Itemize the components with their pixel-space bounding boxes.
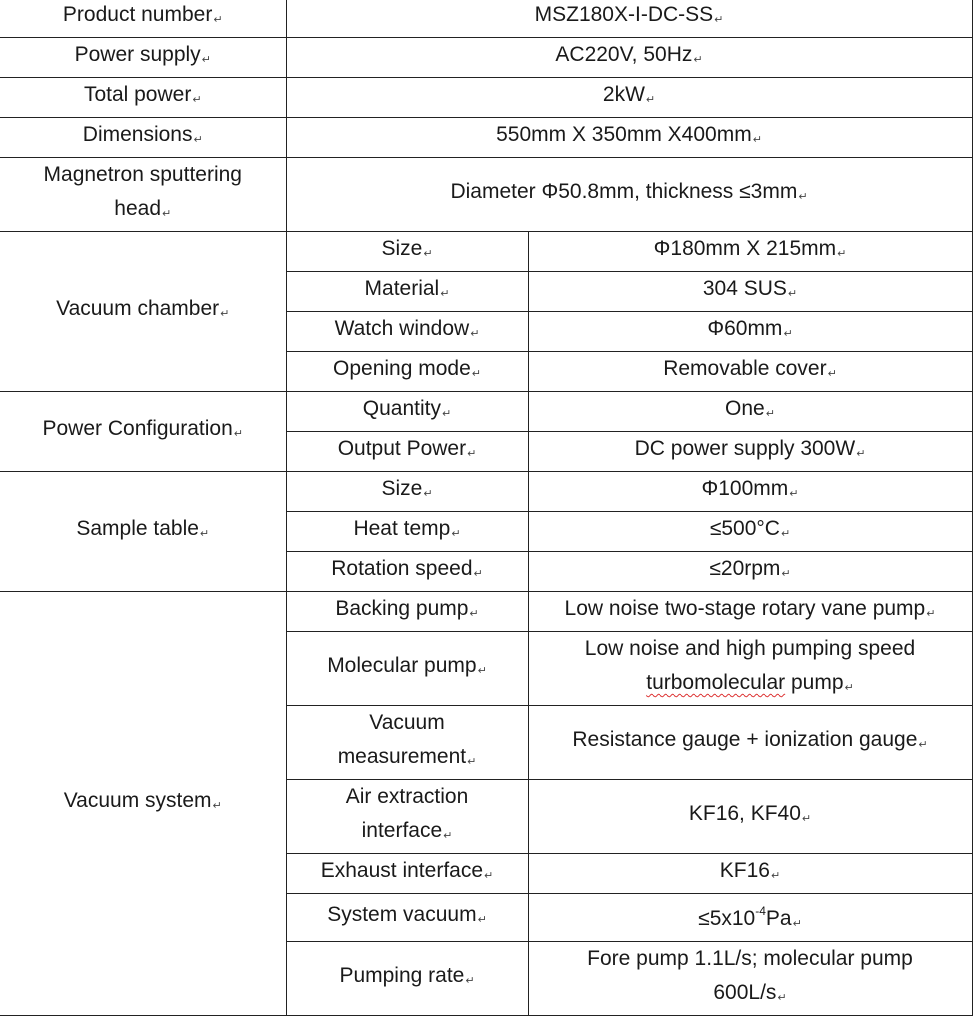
- value-total-power: 2kW ↵: [286, 78, 972, 118]
- table-row: [0, 392, 972, 432]
- label-exhaust-interface: Exhaust interface ↵: [286, 854, 528, 894]
- label-opening-mode: Opening mode ↵: [286, 352, 528, 392]
- value-dimensions: 550mm X 350mm X400mm ↵: [286, 118, 972, 158]
- value-exhaust-interface: KF16 ↵: [528, 854, 972, 894]
- table-row: [0, 158, 972, 232]
- value-opening-mode: Removable cover ↵: [528, 352, 972, 392]
- label-sample-size: Size ↵: [286, 472, 528, 512]
- group-vacuum-chamber: Vacuum chamber ↵: [0, 232, 286, 392]
- label-air-extraction: Air extraction interface ↵: [286, 780, 528, 854]
- label-rotation-speed: Rotation speed ↵: [286, 552, 528, 592]
- label-magnetron-head: Magnetron sputtering head ↵: [0, 158, 286, 232]
- table-row: [0, 592, 972, 632]
- value-sample-size: Φ100mm ↵: [528, 472, 972, 512]
- label-watch-window: Watch window ↵: [286, 312, 528, 352]
- label-total-power: Total power ↵: [0, 78, 286, 118]
- value-magnetron-head: Diameter Φ50.8mm, thickness ≤3mm ↵: [286, 158, 972, 232]
- value-quantity: One ↵: [528, 392, 972, 432]
- label-dimensions: Dimensions ↵: [0, 118, 286, 158]
- value-air-extraction: KF16, KF40 ↵: [528, 780, 972, 854]
- value-power-supply: AC220V, 50Hz ↵: [286, 38, 972, 78]
- table-row: [0, 232, 972, 272]
- group-vacuum-system: Vacuum system ↵: [0, 592, 286, 1016]
- table-row: [0, 0, 972, 38]
- value-system-vacuum: $\le 5x10^{-4}Pa$ ↵: [528, 894, 972, 942]
- label-material: Material ↵: [286, 272, 528, 312]
- label-product-number: Product number ↵: [0, 0, 286, 38]
- value-pumping-rate: Fore pump 1.1L/s; molecular pump 600L/s ↵: [528, 942, 972, 1016]
- label-power-supply: Power supply ↵: [0, 38, 286, 78]
- label-quantity: Quantity ↵: [286, 392, 528, 432]
- label-system-vacuum: System vacuum ↵: [286, 894, 528, 942]
- group-power-configuration: Power Configuration ↵: [0, 392, 286, 472]
- value-product-number: MSZ180X-I-DC-SS ↵: [286, 0, 972, 38]
- value-chamber-size: Φ180mm X 215mm ↵: [528, 232, 972, 272]
- value-backing-pump: Low noise two-stage rotary vane pump ↵: [528, 592, 972, 632]
- label-molecular-pump: Molecular pump ↵: [286, 632, 528, 706]
- label-heat-temp: Heat temp ↵: [286, 512, 528, 552]
- spellcheck-underline: turbomolecular: [646, 671, 786, 694]
- value-output-power: DC power supply 300W ↵: [528, 432, 972, 472]
- label-output-power: Output Power ↵: [286, 432, 528, 472]
- value-material: 304 SUS ↵: [528, 272, 972, 312]
- label-vacuum-measurement: Vacuum measurement ↵: [286, 706, 528, 780]
- group-sample-table: Sample table ↵: [0, 472, 286, 592]
- value-rotation-speed: ≤20rpm ↵: [528, 552, 972, 592]
- value-molecular-pump: Low noise and high pumping speed turbomolecular pump ↵: [528, 632, 972, 706]
- table-row: [0, 38, 972, 78]
- value-heat-temp: ≤500°C ↵: [528, 512, 972, 552]
- value-vacuum-measurement: Resistance gauge + ionization gauge ↵: [528, 706, 972, 780]
- table-row: [0, 472, 972, 512]
- table-row: [0, 78, 972, 118]
- label-pumping-rate: Pumping rate ↵: [286, 942, 528, 1016]
- label-backing-pump: Backing pump ↵: [286, 592, 528, 632]
- label-chamber-size: Size ↵: [286, 232, 528, 272]
- value-watch-window: Φ60mm ↵: [528, 312, 972, 352]
- table-row: [0, 118, 972, 158]
